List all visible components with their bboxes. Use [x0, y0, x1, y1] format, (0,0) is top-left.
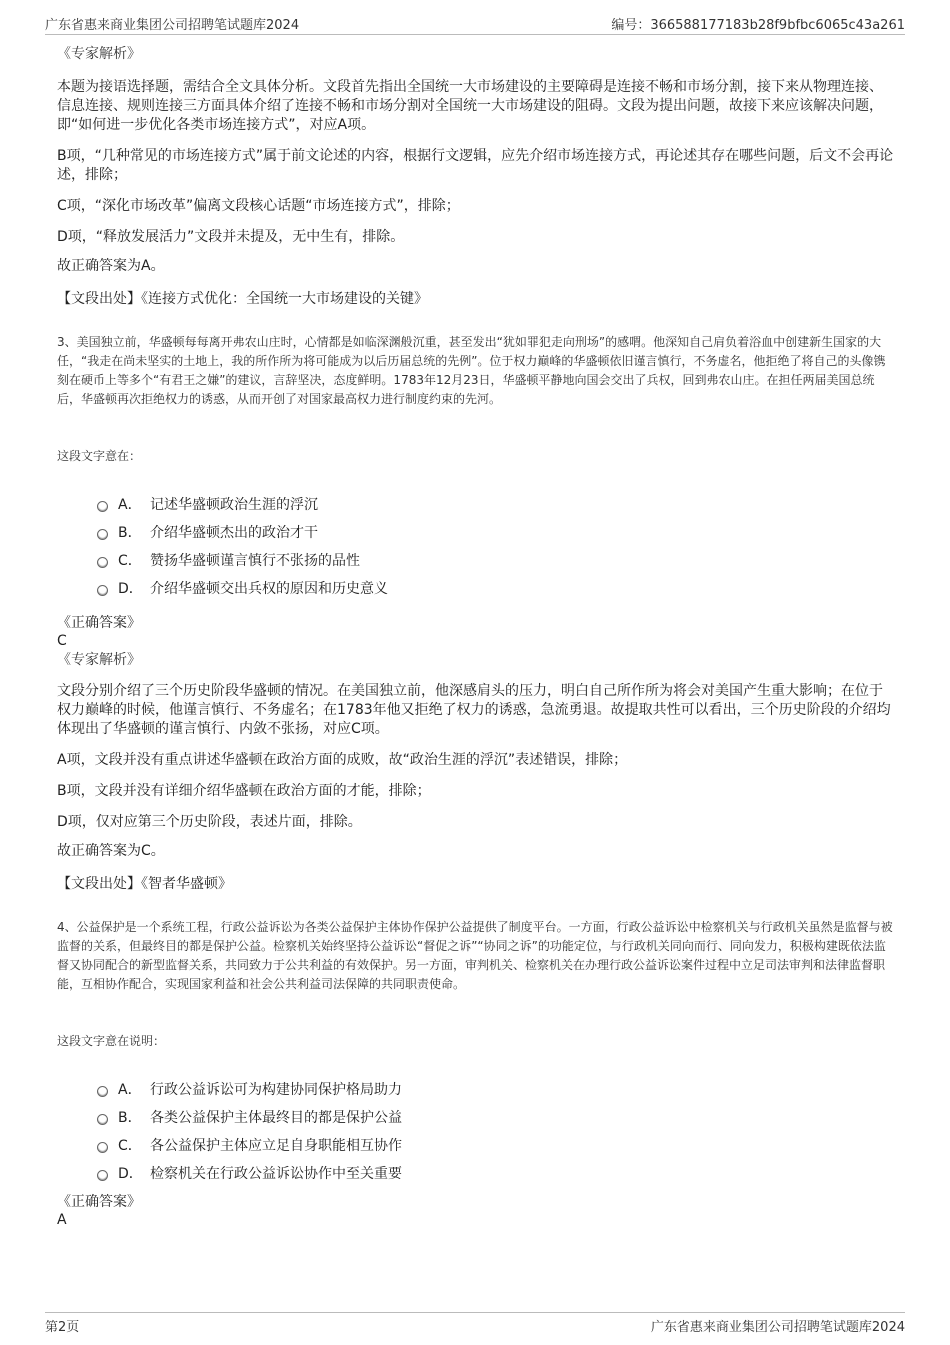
option-letter: B． — [118, 525, 142, 541]
page-header — [45, 14, 905, 35]
radio-icon[interactable] — [97, 585, 108, 596]
footer-title: 广东省惠来商业集团公司招聘笔试题库2024 — [650, 1320, 905, 1335]
expert-analysis-label: 《专家解析》 — [57, 652, 141, 668]
option-a[interactable] — [97, 1075, 895, 1103]
option-b[interactable] — [97, 1103, 895, 1131]
analysis-paragraph: D项，仅对应第三个历史阶段，表述片面，排除。 — [57, 814, 362, 830]
option-letter: C． — [118, 553, 142, 569]
radio-icon[interactable] — [97, 1114, 108, 1125]
header-code: 编号：366588177183b28f9bfbc6065c43a261 — [611, 18, 905, 33]
correct-answer-label: 《正确答案》 — [57, 615, 141, 631]
correct-answer: C — [57, 633, 67, 649]
option-letter: D． — [118, 1166, 143, 1182]
analysis-paragraph: C项，“深化市场改革”偏离文段核心话题“市场连接方式”，排除； — [57, 198, 460, 214]
page-footer — [45, 1312, 905, 1335]
option-c[interactable] — [97, 1131, 895, 1159]
question-4-prompt: 这段文字意在说明： — [57, 1034, 166, 1048]
analysis-conclusion: 故正确答案为C。 — [57, 843, 165, 859]
option-text: 记述华盛顿政治生涯的浮沉 — [150, 497, 318, 513]
radio-icon[interactable] — [97, 1086, 108, 1097]
option-letter: B． — [118, 1110, 142, 1126]
option-a[interactable] — [97, 490, 895, 518]
radio-icon[interactable] — [97, 1170, 108, 1181]
option-text: 介绍华盛顿杰出的政治才干 — [150, 525, 318, 541]
header-title: 广东省惠来商业集团公司招聘笔试题库2024 — [45, 18, 300, 33]
option-text: 各类公益保护主体最终目的都是保护公益 — [150, 1110, 402, 1126]
option-letter: A． — [118, 1082, 142, 1098]
passage-source: 【文段出处】《智者华盛顿》 — [57, 876, 232, 892]
option-text: 行政公益诉讼可为构建协同保护格局助力 — [150, 1082, 402, 1098]
option-letter: D． — [118, 581, 143, 597]
option-b[interactable] — [97, 518, 895, 546]
document-body — [57, 44, 895, 1229]
question-3-prompt: 这段文字意在： — [57, 449, 142, 463]
analysis-paragraph: 文段分别介绍了三个历史阶段华盛顿的情况。在美国独立前，他深感肩头的压力，明白自己所作所为将会对美国产生重大影响；在位于权力巅峰的时候，他谨言慎行、不务虚名；在1783年他又拒绝了权力的诱惑，急流勇退。故提取共性可以看出，三个历史阶段的介绍均体现出了华盛顿的谨言慎行、内敛不张扬，对应C项。 — [57, 683, 891, 737]
correct-answer: A — [57, 1212, 67, 1228]
option-text: 赞扬华盛顿谨言慎行不张扬的品性 — [150, 553, 360, 569]
option-letter: A． — [118, 497, 142, 513]
passage-source: 【文段出处】《连接方式优化：全国统一大市场建设的关键》 — [57, 291, 428, 307]
analysis-paragraph: D项，“释放发展活力”文段并未提及，无中生有，排除。 — [57, 229, 405, 245]
option-letter: C． — [118, 1138, 142, 1154]
correct-answer-label: 《正确答案》 — [57, 1194, 141, 1210]
analysis-paragraph: 本题为接语选择题，需结合全文具体分析。文段首先指出全国统一大市场建设的主要障碍是连接不畅和市场分割，接下来从物理连接、信息连接、规则连接三方面具体介绍了连接不畅和市场分割对全国统一大市场建设的阻碍。文段为提出问题，故接下来应该解决问题，即“如何进一步优化各类市场连接方式”，对应A项。 — [57, 79, 883, 133]
option-text: 介绍华盛顿交出兵权的原因和历史意义 — [150, 581, 388, 597]
option-d[interactable] — [97, 1159, 895, 1187]
question-3-options — [97, 490, 895, 602]
analysis-paragraph: B项，“几种常见的市场连接方式”属于前文论述的内容，根据行文逻辑，应先介绍市场连接方式，再论述其存在哪些问题，后文不会再论述，排除； — [57, 148, 894, 183]
analysis-conclusion: 故正确答案为A。 — [57, 258, 165, 274]
question-4-options — [97, 1075, 895, 1187]
analysis-paragraph: B项，文段并没有详细介绍华盛顿在政治方面的才能，排除； — [57, 783, 431, 799]
expert-analysis-label: 《专家解析》 — [57, 46, 141, 62]
radio-icon[interactable] — [97, 529, 108, 540]
question-3-stem: 3、美国独立前，华盛顿每每离开弗农山庄时，心情都是如临深渊般沉重，甚至发出“犹如罪犯走向刑场”的感喟。他深知自己肩负着浴血中创建新生国家的大任，“我走在尚未坚实的土地上，我的所作所为将可能成为以后历届总统的先例”。位于权力巅峰的华盛顿依旧谨言慎行，不务虚名，他拒绝了将自己的头像镌刻在硬币上等多个“有君王之嫌”的建议，言辞坚决，态度鲜明。1783年12月23日，华盛顿平静地向国会交出了兵权，回到弗农山庄。在担任两届美国总统后，华盛顿再次拒绝权力的诱惑，从而开创了对国家最高权力进行制度约束的先河。 — [57, 335, 886, 406]
radio-icon[interactable] — [97, 1142, 108, 1153]
option-text: 检察机关在行政公益诉讼协作中至关重要 — [150, 1166, 402, 1182]
option-c[interactable] — [97, 546, 895, 574]
option-text: 各公益保护主体应立足自身职能相互协作 — [150, 1138, 402, 1154]
analysis-paragraph: A项，文段并没有重点讲述华盛顿在政治方面的成败，故“政治生涯的浮沉”表述错误，排除； — [57, 752, 628, 768]
radio-icon[interactable] — [97, 501, 108, 512]
question-4-stem: 4、公益保护是一个系统工程，行政公益诉讼为各类公益保护主体协作保护公益提供了制度平台。一方面，行政公益诉讼中检察机关与行政机关虽然是监督与被监督的关系，但最终目的都是保护公益。检察机关始终坚持公益诉讼“督促之诉”“协同之诉”的功能定位，与行政机关同向而行、同向发力，积极构建既依法监督又协同配合的新型监督关系，共同致力于公共利益的有效保护。另一方面，审判机关、检察机关在办理行政公益诉讼案件过程中立足司法审判和法律监督职能，互相协作配合，实现国家利益和社会公共利益司法保障的共同职责使命。 — [57, 920, 893, 991]
option-d[interactable] — [97, 574, 895, 602]
radio-icon[interactable] — [97, 557, 108, 568]
page-number: 第2页 — [45, 1320, 80, 1335]
